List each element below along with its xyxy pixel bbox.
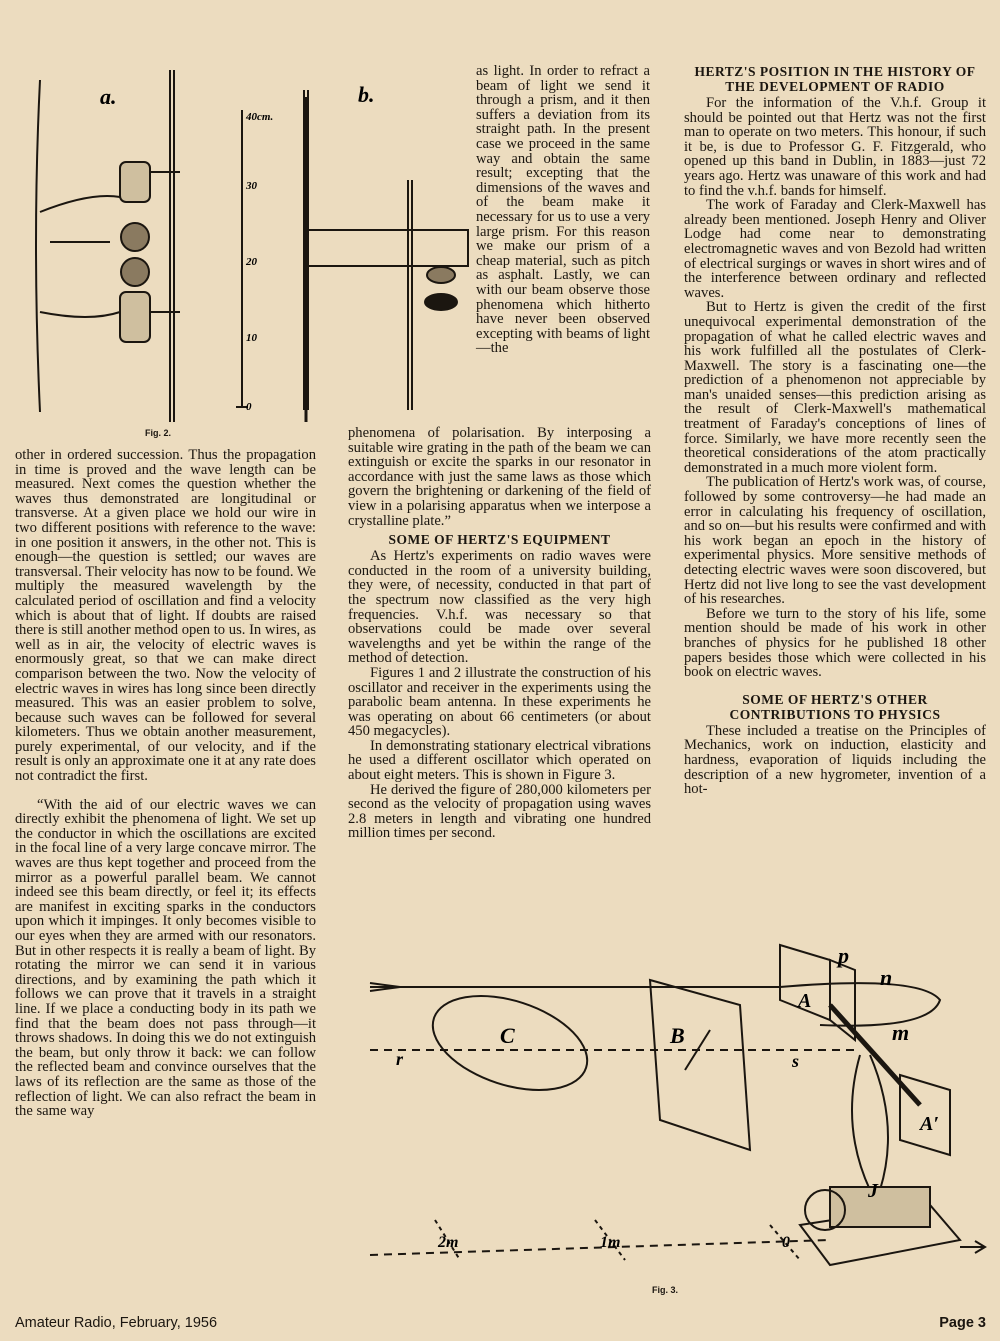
fig3-label-A-prime: A′ <box>920 1113 939 1135</box>
col2-paragraph-4: He derived the figure of 280,000 kilometers per second as the velocity of propagation using waves 2.8 meters in length and vibrating one hundred million times per second. <box>348 781 651 842</box>
col1-paragraph-2: “With the aid of our electric waves we can directly exhibit the phenomena of light. We set up the conductor in which the oscillations are excited in the focal line of a very large concave mirror. The waves are thus kept together and proceed from the mirror as a powerful parallel beam. We cannot indeed see this beam directly, or feel it; its effects are manifest in exciting sparks in the conductors upon which it impinges. It only becomes visible to our eyes when they are armed with our resonators. But in other respects it is really a beam of light. By rotating the mirror we can send it in various directions, and by examining the path which it follows we can prove that it travels in a straight line. If we place a conducting body in its path we find that the beam does not pass through—it throws shadows. In doing this we do not extinguish the beam, but only throw it back: we can follow the reflected beam and convince ourselves that the laws of its reflection are the same as those of the reflection of light. We can also refract the beam in the same way <box>15 796 316 1120</box>
fig2-tick-0: 0 <box>246 401 252 413</box>
figure-3-drawing <box>360 925 990 1290</box>
figure-2b-drawing <box>296 80 476 420</box>
fig2-label-a: a. <box>100 84 117 109</box>
fig3-caption: Fig. 3. <box>652 1285 679 1295</box>
fig2-caption: Fig. 2. <box>145 428 172 438</box>
col2-paragraph-3: In demonstrating stationary electrical vibrations he used a different oscillator which operated on about eight meters. This is shown in Figure 3. <box>348 737 651 784</box>
fig2-label-b: b. <box>358 82 375 107</box>
col3-paragraph-1: For the information of the V.h.f. Group it should be pointed out that Hertz was not the first man to operate on two meters. This honour, if such it be, is due to Professor G. F. Fitzgerald, who opened up this band in Dublin, in 1883—just 72 years ago. Hertz was unaware of this work and had to find the v.h.f. bands for himself. <box>684 95 986 199</box>
fig2-tick-40: 40cm. <box>246 111 274 123</box>
col3-paragraph-2: The work of Faraday and Clerk-Maxwell has already been mentioned. Joseph Henry and Oliver Lodge had come near to demonstrating electromagnetic waves and von Bezold had written of electrical surgings or waves in short wires and of the interference between ordinary and reflected waves. <box>684 197 986 301</box>
column-3 <box>684 64 986 797</box>
col1-paragraph-1: other in ordered succession. Thus the propagation in time is proved and the wave length can be measured. Next comes the question whether the waves thus demonstrated are longitudinal or transverse. At a given place we hold our wire in two different positions with reference to the wave: in one position it answers, in the other not. This is enough—the question is settled; our waves are transversal. Their velocity has now to be found. We multiply the measured wavelength by the calculated period of oscillation and find a velocity which is about that of light. If doubts are raised there is still another method open to us. In wires, as well as in air, the velocity of electric waves is enormously great, so that we can make direct comparison between the two. Now the velocity of electric waves in wires has long since been directly measured. This was an easier problem to solve, because such waves can be followed for several kilometers. Thus we obtain another measurement, purely experimental, of our velocity, and if the result is only an approximate one it at any rate does not contradict the first. <box>15 447 316 785</box>
col2-paragraph-1: As Hertz's experiments on radio waves were conducted in the room of a university building, they were, of necessity, conducted in that part of the spectrum now classified as the very high frequencies. V.h.f. was necessary so that observations could be made over several wavelengths and yet be within the range of the method of detection. <box>348 548 651 667</box>
fig3-label-2m: 2m <box>438 1234 459 1251</box>
heading-other-contributions: SOME OF HERTZ'S OTHER CONTRIBUTIONS TO PHYSICS <box>729 691 941 722</box>
fig2-tick-30: 30 <box>246 180 257 192</box>
footer-publication: Amateur Radio, February, 1956 <box>15 1315 218 1331</box>
column-2 <box>348 426 651 841</box>
fig2-tick-10: 10 <box>246 332 257 344</box>
fig3-label-J: J <box>868 1180 878 1202</box>
column-2-top <box>476 64 650 356</box>
heading-hertz-equipment: SOME OF HERTZ'S EQUIPMENT <box>388 532 611 548</box>
col2-continuation: phenomena of polarisation. By interposing a suitable wire grating in the path of the beam we can extinguish or excite the sparks in our resonator in accordance with just the same laws as those which govern the brightening or darkening of the field of view in a polarising apparatus when we interpose a crystalline plate.” <box>348 425 651 529</box>
fig3-label-n: n <box>880 965 893 990</box>
col3-paragraph-3: But to Hertz is given the credit of the first unequivocal experimental demonstration of the propagation of what he called electric waves and his work fulfilled all the postulates of Clerk-Maxwell. The story is a fascinating one—the prediction of a phenomenon not appreciable by man's unaided senses—this prediction arising as the result of Clerk-Maxwell's mathematical treatment of Faraday's conceptions of lines of force. Similarly, we have more recently seen the theoretical considerations of the atom practically demonstrated in a much more violent form. <box>684 299 986 476</box>
col3-paragraph-4: The publication of Hertz's work was, of course, followed by some controversy—he had made an error in calculating his frequency of oscillation, and so on—but his results were confirmed and with his work began an epoch in the history of experimental physics. More sensitive methods of detecting electric waves were soon discovered, but Hertz did not live long to see the vast development of his researches. <box>684 474 986 608</box>
col2-paragraph-2: Figures 1 and 2 illustrate the construction of his oscillator and receiver in the experiments using the parabolic beam antenna. In these experiments he was operating on about 66 centimeters (or about 450 megacycles). <box>348 664 651 740</box>
fig3-label-p: p <box>838 943 849 968</box>
col3-paragraph-6: These included a treatise on the Principles of Mechanics, work on induction, elasticity and hardness, evaporation of liquids including the description of a new hygrometer, invention of a hot- <box>684 722 986 798</box>
fig3-label-s: s <box>792 1051 800 1071</box>
figure-2-drawing <box>10 62 340 432</box>
fig3-label-C: C <box>500 1023 515 1048</box>
fig3-label-m: m <box>892 1020 910 1045</box>
fig3-label-r: r <box>396 1049 404 1069</box>
col3-paragraph-5: Before we turn to the story of his life, some mention should be made of his work in other branches of physics for he published 18 other papers besides those which were collected in his book on electric waves. <box>684 605 986 681</box>
col2-top-text: as light. In order to refract a beam of light we send it through a prism, and it then suffers a deviation from its straight path. In the present case we proceed in the same way and obtain the same result; excepting that the dimensions of the waves and of the beam make it necessary for us to use a very large prism. For this reason we make our prism of a cheap material, such as pitch as asphalt. Lastly, we can with our beam observe those phenomena which hitherto have never been observed excepting with beams of light—the <box>476 63 650 357</box>
fig3-label-B: B <box>670 1023 685 1048</box>
fig2-tick-20: 20 <box>246 256 257 268</box>
footer-page-number: Page 3 <box>939 1315 986 1331</box>
fig3-label-A: A <box>798 990 812 1012</box>
column-1 <box>15 448 316 1119</box>
fig3-label-1m: 1m <box>600 1234 621 1251</box>
fig3-label-0: 0 <box>782 1234 790 1251</box>
heading-hertz-position: HERTZ'S POSITION IN THE HISTORY OF THE DEVELOPMENT OF RADIO <box>694 64 976 94</box>
